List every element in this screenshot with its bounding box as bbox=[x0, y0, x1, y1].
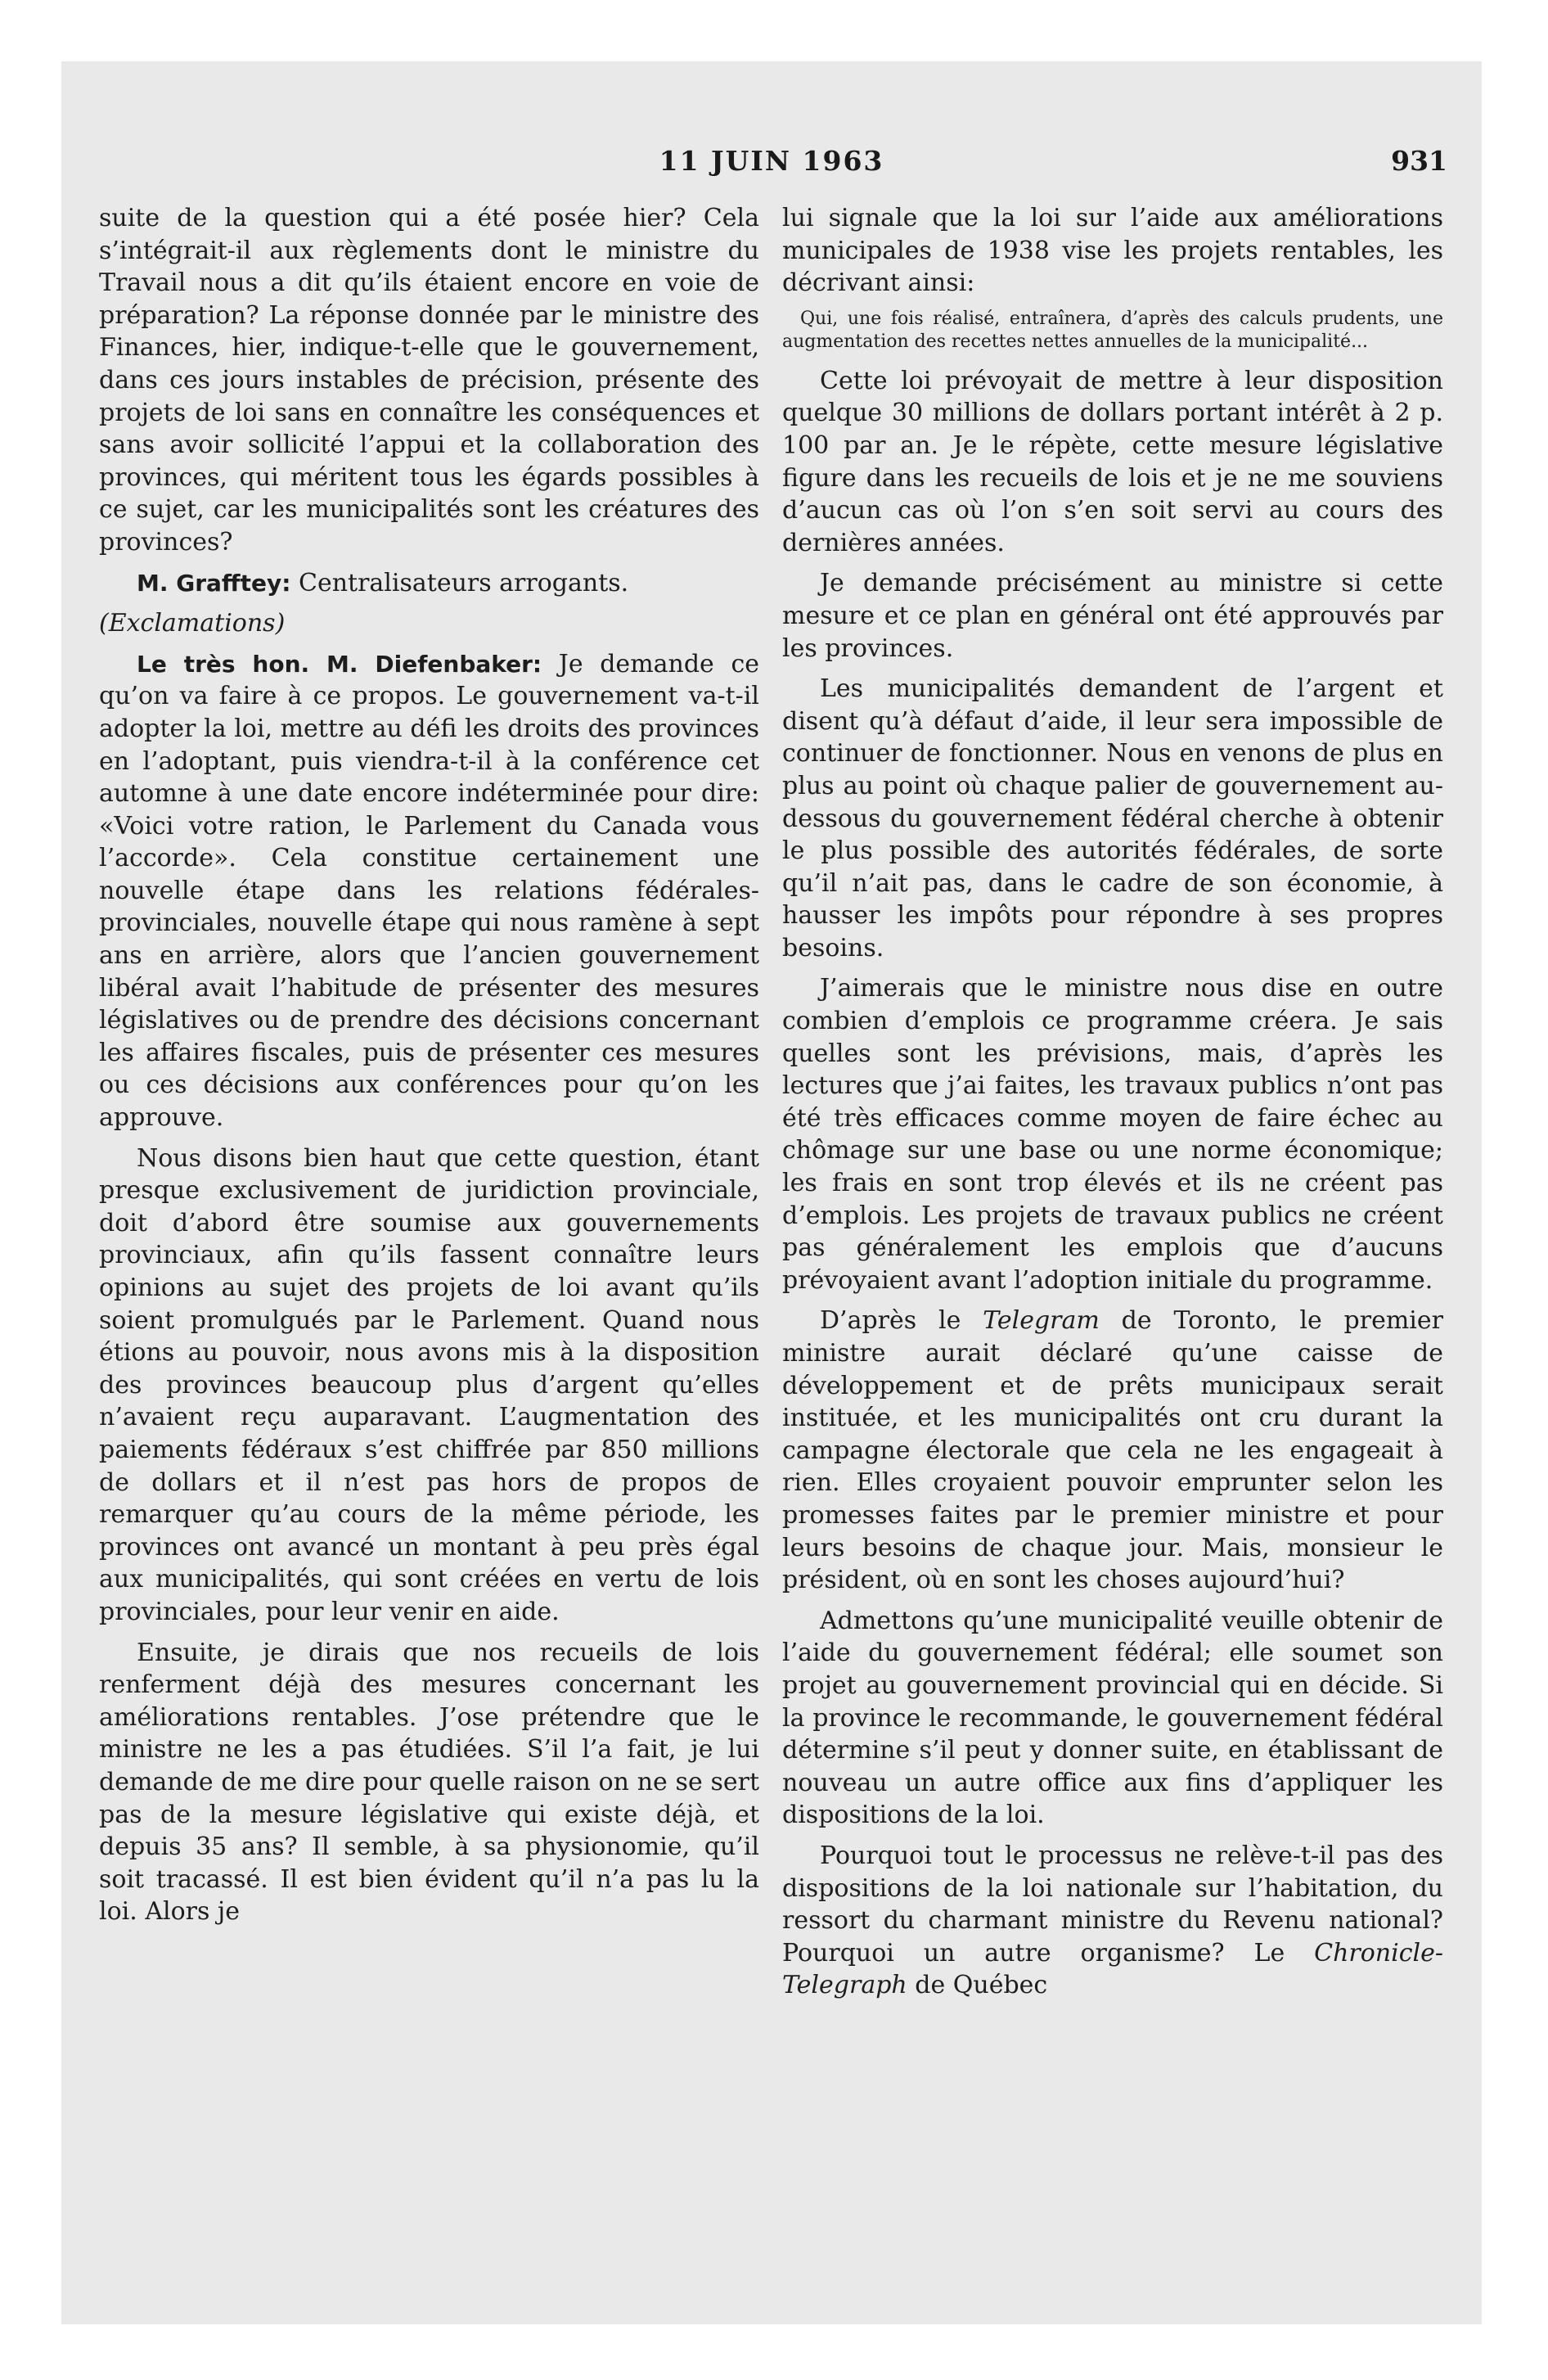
paragraph bbox=[782, 1840, 1443, 2002]
paragraph: Ensuite, je dirais que nos recueils de lois renferment déjà des mesures concernant les améliorations rentables. J’ose prétendre que le ministre ne les a pas étudiées. S’il l’a fait, je lui demande de me dire pour quelle raison on ne se sert pas de la mesure législative qui existe déjà, et depuis 35 ans? Il semble, à sa physionomie, qu’il soit tracassé. Il est bien évident qu’il n’a pas lu la loi. Alors je bbox=[99, 1638, 759, 1927]
text-run: de Québec bbox=[907, 1971, 1048, 2000]
paragraph bbox=[99, 648, 759, 1134]
right-column bbox=[782, 202, 1443, 2010]
paragraph bbox=[99, 607, 759, 640]
speaker-name: Le très hon. M. Diefenbaker: bbox=[137, 650, 542, 678]
paragraph: Cette loi prévoyait de mettre à leur disposition quelque 30 millions de dollars portant intérêt à 2 p. 100 par an. Je le répète, cette mesure législative figure dans les recueils de lois et je ne me souviens d’aucun cas où l’on s’en soit servi au cours des dernières années. bbox=[782, 366, 1443, 557]
header-date: 11 JUIN 1963 bbox=[659, 145, 884, 177]
block-quote: Qui, une fois réalisé, entraînera, d’après des calculs prudents, une augmentation des recettes nettes annuelles de la municipalité... bbox=[782, 308, 1443, 352]
paragraph: Admettons qu’une municipalité veuille obtenir de l’aide du gouvernement fédéral; elle soumet son projet au gouvernement provincial qui en décide. Si la province le recommande, le gouvernement fédéral détermine s’il peut y donner suite, en établissant de nouveau un autre office aux fins d’appliquer les dispositions de la loi. bbox=[782, 1606, 1443, 1830]
speech-text: Centralisateurs arrogants. bbox=[290, 568, 629, 597]
text-run: Pourquoi tout le processus ne relève-t-il pas des dispositions de la loi nationale sur l’habitation, du ressort du charmant ministre du Revenu national? Pourquoi un autre organisme? Le bbox=[782, 1841, 1443, 1968]
page-header bbox=[61, 145, 1482, 194]
speech-text: Je demande ce qu’on va faire à ce propos. Le gouvernement va-t-il adopter la loi, mettre au défi les droits des provinces en l’adoptant, puis viendra-t-il à la conférence cet automne à une date encore indéterminée pour dire: «Voici votre ration, le Parlement du Canada vous l’accorde». Cela constitue certainement une nouvelle étape dans les relations fédérales-provinciales, nouvelle étape qui nous ramène à sept ans en arrière, alors que l’ancien gouvernement libéral avait l’habitude de présenter des mesures législatives ou de prendre des décisions concernant les affaires fiscales, puis de présenter ces mesures ou ces décisions aux conférences pour qu’on les approuve. bbox=[99, 649, 760, 1133]
paragraph: lui signale que la loi sur l’aide aux améliorations municipales de 1938 vise les projets rentables, les décrivant ainsi: bbox=[782, 204, 1443, 298]
text-run: de Toronto, le premier ministre aurait déclaré qu’une caisse de développement et de prêts municipaux serait instituée, et les municipalités ont cru durant la campagne électorale que cela ne les engageait à rien. Elles croyaient pouvoir emprunter selon les promesses faites par le premier ministre et pour leurs besoins de chaque jour. Mais, monsieur le président, où en sont les choses aujourd’hui? bbox=[782, 1306, 1443, 1595]
speaker-name: M. Grafftey: bbox=[137, 569, 291, 597]
page-number: 931 bbox=[1391, 145, 1447, 177]
newspaper-title: Chronicle-Telegraph bbox=[782, 1938, 1443, 2000]
paragraph bbox=[782, 1305, 1443, 1596]
paragraph bbox=[99, 567, 759, 600]
text-run: D’après le bbox=[820, 1306, 983, 1336]
newspaper-title: Telegram bbox=[983, 1306, 1100, 1336]
paragraph: suite de la question qui a été posée hier? Cela s’intégrait-il aux règlements dont le ministre du Travail nous a dit qu’ils étaient encore en voie de préparation? La réponse donnée par le ministre des Finances, hier, indique-t-elle que le gouvernement, dans ces jours instables de précision, présente des projets de loi sans en connaître les conséquences et sans avoir sollicité l’appui et la collaboration des provinces, qui méritent tous les égards possibles à ce sujet, car les municipalités sont les créatures des provinces? bbox=[99, 204, 759, 557]
paragraph: J’aimerais que le ministre nous dise en outre combien d’emplois ce programme créera. Je sais quelles sont les prévisions, mais, d’après les lectures que j’ai faites, les travaux publics n’ont pas été très efficaces comme moyen de faire échec au chômage sur une base ou une norme économique; les frais en sont trop élevés et ils ne créent pas d’emplois. Les projets de travaux publics ne créent pas généralement les emplois que d’aucuns prévoyaient avant l’adoption initiale du programme. bbox=[782, 974, 1443, 1295]
stage-direction: (Exclamations) bbox=[99, 609, 286, 638]
paragraph: Je demande précisément au ministre si cette mesure et ce plan en général ont été approuvés par les provinces. bbox=[782, 569, 1443, 663]
left-column bbox=[99, 202, 759, 1936]
scanned-page bbox=[61, 61, 1482, 2324]
paragraph: Les municipalités demandent de l’argent et disent qu’à défaut d’aide, il leur sera impossible de continuer de fonctionner. Nous en venons de plus en plus au point où chaque palier de gouvernement au-dessous du gouvernement fédéral cherche à obtenir le plus possible des autorités fédérales, de sorte qu’il n’ait pas, dans le cadre de son économie, à hausser les impôts pour répondre à ses propres besoins. bbox=[782, 674, 1443, 962]
paragraph: Nous disons bien haut que cette question, étant presque exclusivement de juridiction provinciale, doit d’abord être soumise aux gouvernements provinciaux, afin qu’ils fassent connaître leurs opinions au sujet des projets de loi avant qu’ils soient promulgués par le Parlement. Quand nous étions au pouvoir, nous avons mis à la disposition des provinces beaucoup plus d’argent qu’elles n’avaient reçu auparavant. L’augmentation des paiements fédéraux s’est chiffrée par 850 millions de dollars et il n’est pas hors de propos de remarquer qu’au cours de la même période, les provinces ont avancé un montant à peu près égal aux municipalités, qui sont créées en vertu de lois provinciales, pour leur venir en aide. bbox=[99, 1143, 759, 1626]
